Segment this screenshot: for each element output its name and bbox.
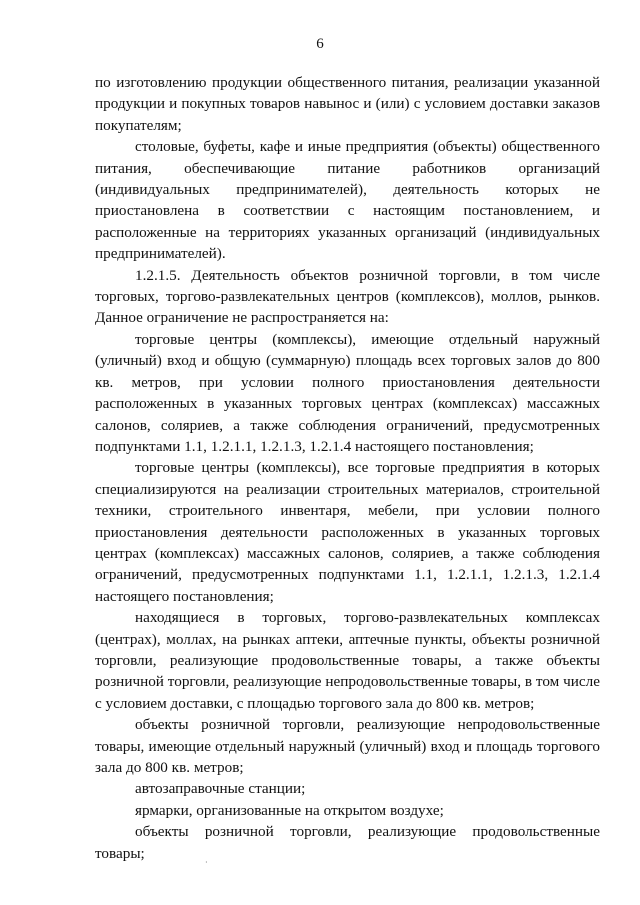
paragraph: столовые, буфеты, кафе и иные предприятия (объекты) общественного питания, обеспечивающие питание работников организаций (индивидуальных предпринимателей), деятельность которых не приостановлена в соответствии с настоящим постановлением, и расположенные на территориях указанных организаций (индивидуальных предпринимателей). xyxy=(95,138,600,263)
paragraph: находящиеся в торговых, торгово-развлекательных комплексах (центрах), моллах, на рынках аптеки, аптечные пункты, объекты розничной торговли, реализующие продовольственные товары, а также объекты розничной торговли, реализующие непродовольственные товары, в том числе с условием доставки, с площадью торгового зала до 800 кв. метров; xyxy=(95,609,600,712)
paragraph: объекты розничной торговли, реализующие продовольственные товары; xyxy=(95,823,600,862)
paragraph: 1.2.1.5. Деятельность объектов розничной торговли, в том числе торговых, торгово-развлекательных центров (комплексов), моллов, рынков. Данное ограничение не распространяется на: xyxy=(95,266,600,327)
paragraph: автозаправочные станции; xyxy=(135,780,306,798)
page-number: 6 xyxy=(316,36,324,52)
paragraph: торговые центры (комплексы), имеющие отдельный наружный (уличный) вход и общую (суммарную) площадь всех торговых залов до 800 кв. метров, при условии полного приостановления деятельности расположенных в указанных торговых центрах (комплексах) массажных салонов, соляриев, а также соблюдения ограничений, предусмотренных подпунктами 1.1, 1.2.1.1, 1.2.1.3, 1.2.1.4 настоящего постановления; xyxy=(95,330,600,455)
document-body xyxy=(95,72,600,864)
scan-speck: · xyxy=(205,858,208,867)
paragraph: ярмарки, организованные на открытом воздухе; xyxy=(135,801,444,819)
paragraph: торговые центры (комплексы), все торговые предприятия в которых специализируются на реализации строительных материалов, строительной техники, строительного инвентаря, мебели, при условии полного приостановления деятельности расположенных в указанных торговых центрах (комплексах) массажных салонов, соляриев, а также соблюдения ограничений, предусмотренных подпунктами 1.1, 1.2.1.1, 1.2.1.3, 1.2.1.4 настоящего постановления; xyxy=(95,459,600,605)
paragraph: по изготовлению продукции общественного питания, реализации указанной продукции и покупных товаров навынос и (или) с условием доставки заказов покупателям; xyxy=(95,74,600,134)
paragraph: объекты розничной торговли, реализующие непродовольственные товары, имеющие отдельный наружный (уличный) вход и площадь торгового зала до 800 кв. метров; xyxy=(95,716,600,776)
